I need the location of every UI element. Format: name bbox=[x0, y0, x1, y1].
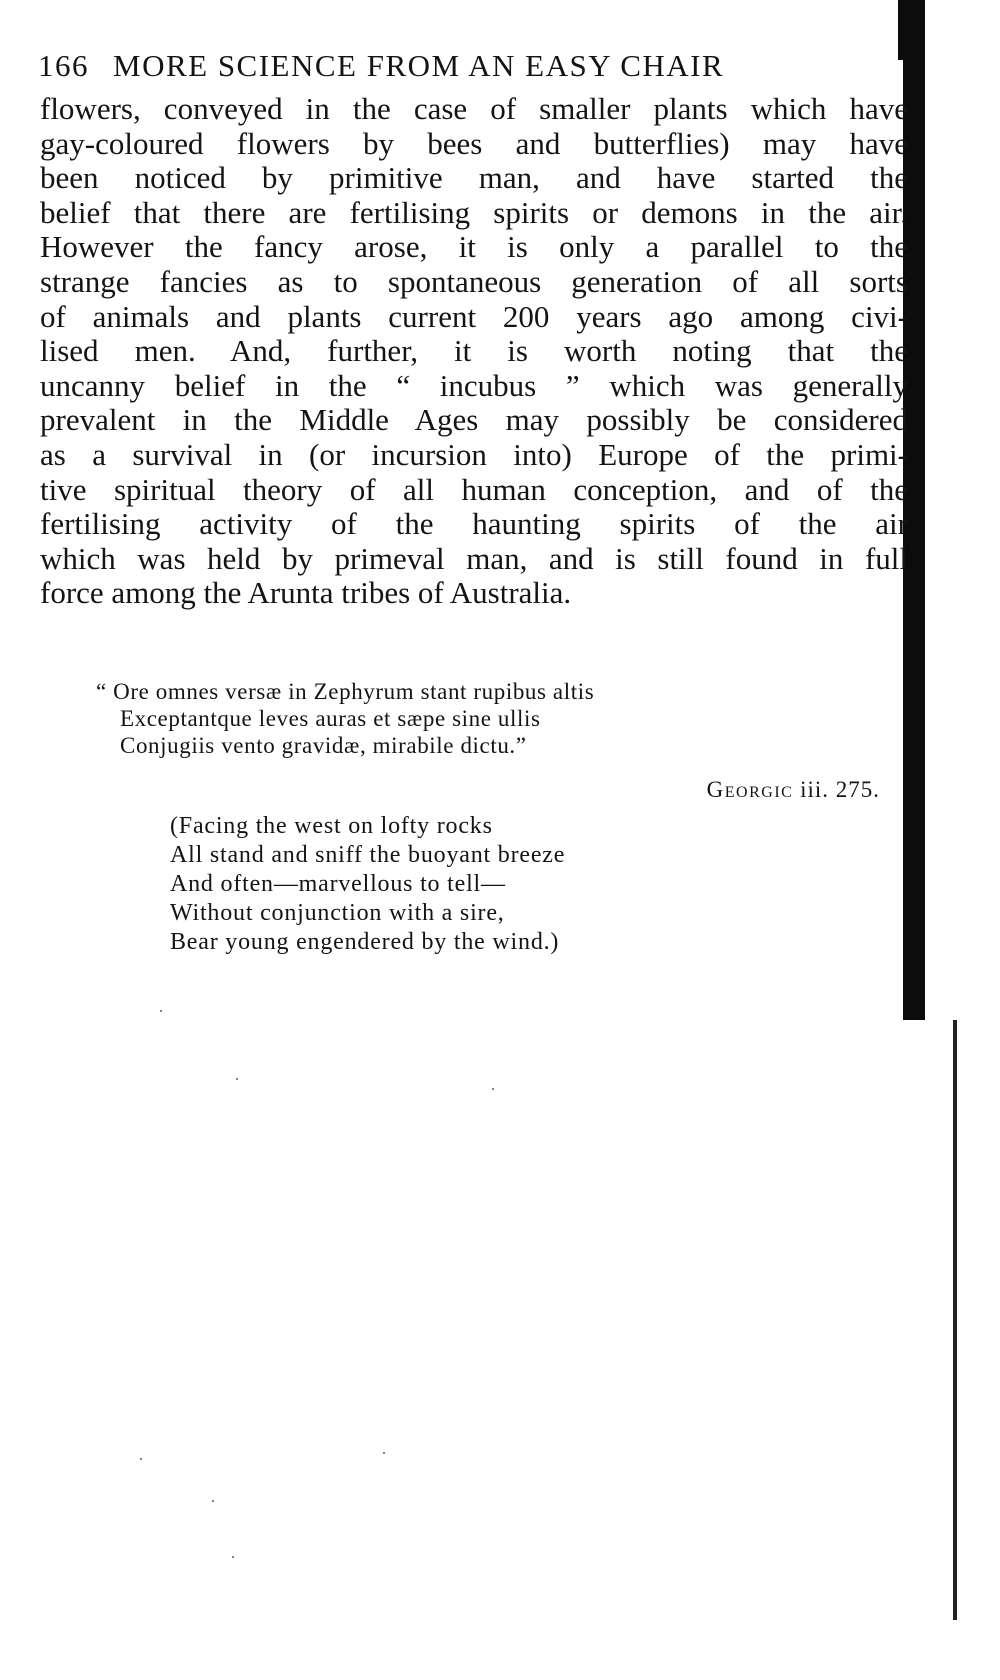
running-header bbox=[38, 44, 918, 88]
body-paragraph bbox=[40, 92, 908, 611]
body-line: tive spiritual theory of all human conception, and of the bbox=[40, 472, 908, 507]
translation-line: Bear young engendered by the wind.) bbox=[170, 929, 560, 955]
body-line: as a survival in (or incursion into) Europe of the primi- bbox=[40, 437, 908, 472]
body-line: However the fancy arose, it is only a parallel to the bbox=[40, 230, 908, 265]
translation-line: Without conjunction with a sire, bbox=[170, 900, 505, 926]
latin-quote-line: Exceptantque leves auras et sæpe sine ullis bbox=[120, 706, 541, 731]
page-number: 166 bbox=[38, 48, 89, 83]
body-line: belief that there are fertilising spirits or demons in the air. bbox=[40, 195, 908, 230]
scan-speck bbox=[212, 1500, 214, 1502]
body-line: flowers, conveyed in the case of smaller plants which have bbox=[40, 92, 908, 126]
scan-speck bbox=[383, 1452, 385, 1454]
latin-quote-line: “ Ore omnes versæ in Zephyrum stant rupibus altis bbox=[96, 679, 595, 704]
quote-citation bbox=[560, 776, 880, 803]
scan-speck bbox=[140, 1458, 142, 1460]
body-line: lised men. And, further, it is worth noting that the bbox=[40, 334, 908, 369]
scan-speck bbox=[160, 1010, 162, 1012]
body-line: of animals and plants current 200 years ago among civi- bbox=[40, 299, 908, 334]
running-title: MORE SCIENCE FROM AN EASY CHAIR bbox=[113, 48, 725, 83]
translation-line: And often—marvellous to tell— bbox=[170, 871, 506, 897]
body-line: been noticed by primitive man, and have started the bbox=[40, 161, 908, 196]
latin-quotation bbox=[96, 678, 876, 759]
body-line: strange fancies as to spontaneous generation of all sorts bbox=[40, 264, 908, 299]
body-line: uncanny belief in the “ incubus ” which was generally bbox=[40, 368, 908, 403]
body-line: force among the Arunta tribes of Australia. bbox=[40, 576, 572, 611]
translation-line: All stand and sniff the buoyant breeze bbox=[170, 842, 566, 868]
scan-speck bbox=[492, 1088, 494, 1090]
body-line: fertilising activity of the haunting spirits of the air bbox=[40, 507, 908, 542]
binding-edge-line bbox=[953, 1020, 957, 1620]
citation-reference: iii. 275. bbox=[800, 777, 880, 802]
latin-quote-line: Conjugiis vento gravidæ, mirabile dictu.” bbox=[120, 733, 527, 758]
body-line: which was held by primeval man, and is still found in full bbox=[40, 541, 908, 576]
citation-work: Georgic bbox=[706, 777, 794, 802]
body-line: prevalent in the Middle Ages may possibly be considered bbox=[40, 403, 908, 438]
verse-translation bbox=[170, 812, 870, 957]
body-line: gay-coloured flowers by bees and butterflies) may have bbox=[40, 126, 908, 161]
scan-speck bbox=[236, 1078, 238, 1080]
translation-line: (Facing the west on lofty rocks bbox=[170, 813, 493, 839]
scan-speck bbox=[232, 1556, 234, 1558]
